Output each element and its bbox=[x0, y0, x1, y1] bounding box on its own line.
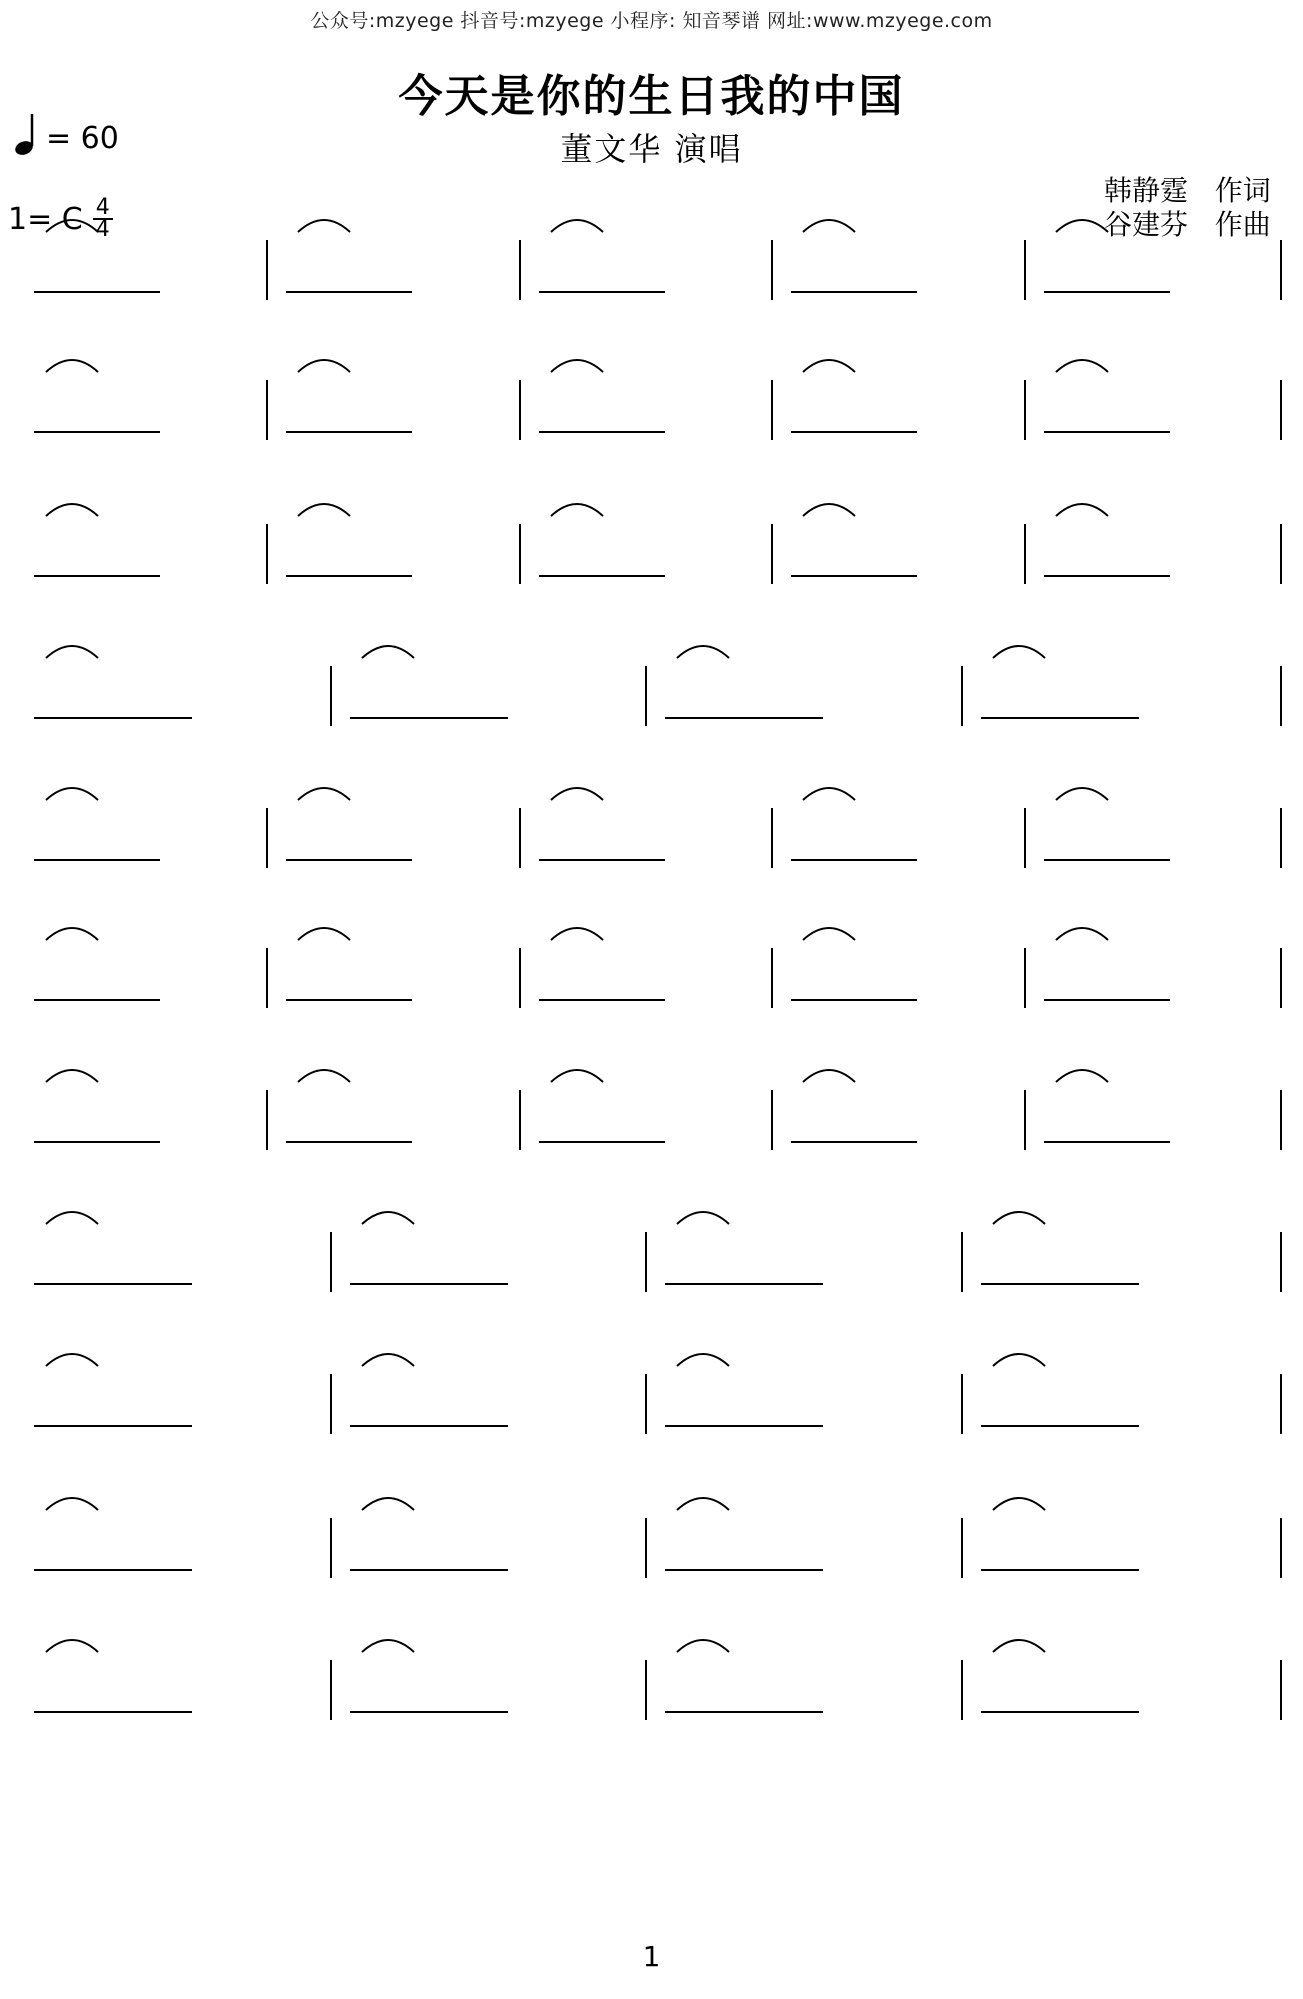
barline bbox=[645, 1232, 647, 1292]
slur-mark bbox=[547, 910, 607, 944]
barlines bbox=[20, 380, 1302, 440]
slur-mark bbox=[42, 1052, 102, 1086]
barline bbox=[519, 240, 521, 300]
score-line bbox=[20, 760, 1302, 910]
slur-mark bbox=[989, 1194, 1049, 1228]
barline-end bbox=[1280, 1518, 1282, 1578]
slur-mark bbox=[799, 1052, 859, 1086]
slur-mark bbox=[294, 770, 354, 804]
barline-end bbox=[1280, 948, 1282, 1008]
tempo-value: = 60 bbox=[46, 121, 119, 156]
score-line bbox=[20, 618, 1302, 768]
barline bbox=[519, 380, 521, 440]
barlines bbox=[20, 1232, 1302, 1292]
slur-mark bbox=[547, 486, 607, 520]
slur-mark bbox=[989, 628, 1049, 662]
slur-mark bbox=[42, 1622, 102, 1656]
barline bbox=[519, 1090, 521, 1150]
barline-end bbox=[1280, 1090, 1282, 1150]
barline bbox=[519, 524, 521, 584]
barline bbox=[1024, 240, 1026, 300]
barline bbox=[1024, 808, 1026, 868]
barline bbox=[961, 1518, 963, 1578]
slur-mark bbox=[358, 1480, 418, 1514]
performer-credit: 董文华 演唱 bbox=[560, 130, 743, 168]
score-line bbox=[20, 1470, 1302, 1620]
barline-end bbox=[1280, 666, 1282, 726]
slur-mark bbox=[1052, 770, 1112, 804]
slur-mark bbox=[1052, 342, 1112, 376]
slur-mark bbox=[42, 486, 102, 520]
barline bbox=[266, 1090, 268, 1150]
slur-mark bbox=[358, 1622, 418, 1656]
barline bbox=[266, 948, 268, 1008]
slur-mark bbox=[1052, 486, 1112, 520]
barlines bbox=[20, 1090, 1302, 1150]
barline bbox=[961, 1374, 963, 1434]
barline-end bbox=[1280, 380, 1282, 440]
slur-mark bbox=[42, 910, 102, 944]
slur-mark bbox=[799, 486, 859, 520]
slur-mark bbox=[294, 1052, 354, 1086]
score-line bbox=[20, 1184, 1302, 1334]
time-signature-top: 4 bbox=[95, 195, 110, 220]
barline bbox=[961, 1660, 963, 1720]
barline bbox=[266, 380, 268, 440]
score-line bbox=[20, 1612, 1302, 1762]
page-number: 1 bbox=[642, 1940, 661, 1973]
slur-mark bbox=[1052, 202, 1112, 236]
barlines bbox=[20, 1518, 1302, 1578]
slur-mark bbox=[42, 1194, 102, 1228]
slur-mark bbox=[42, 342, 102, 376]
barline bbox=[771, 524, 773, 584]
slur-mark bbox=[294, 342, 354, 376]
slur-mark bbox=[799, 342, 859, 376]
barline bbox=[266, 240, 268, 300]
quarter-note-icon bbox=[14, 112, 36, 156]
barline bbox=[771, 380, 773, 440]
barline-end bbox=[1280, 1660, 1282, 1720]
barlines bbox=[20, 948, 1302, 1008]
slur-mark bbox=[673, 628, 733, 662]
score-line bbox=[20, 900, 1302, 1050]
barline bbox=[330, 1374, 332, 1434]
slur-mark bbox=[42, 202, 102, 236]
lyricist-credit: 韩静霆 作词 bbox=[1104, 174, 1271, 207]
slur-mark bbox=[42, 1336, 102, 1370]
slur-mark bbox=[42, 628, 102, 662]
slur-mark bbox=[673, 1622, 733, 1656]
barline-end bbox=[1280, 1232, 1282, 1292]
slur-mark bbox=[1052, 910, 1112, 944]
barline bbox=[266, 808, 268, 868]
barline bbox=[519, 808, 521, 868]
slur-mark bbox=[799, 202, 859, 236]
site-banner: 公众号:mzyege 抖音号:mzyege 小程序: 知音琴谱 网址:www.mzyege.com bbox=[310, 10, 993, 32]
barline bbox=[961, 1232, 963, 1292]
barline bbox=[1024, 1090, 1026, 1150]
barline bbox=[645, 1374, 647, 1434]
song-title: 今天是你的生日我的中国 bbox=[398, 71, 905, 122]
barline bbox=[645, 1518, 647, 1578]
barlines bbox=[20, 240, 1302, 300]
tempo-marking bbox=[14, 112, 119, 156]
slur-mark bbox=[673, 1480, 733, 1514]
slur-mark bbox=[989, 1622, 1049, 1656]
barline bbox=[330, 1660, 332, 1720]
barline bbox=[266, 524, 268, 584]
slur-mark bbox=[799, 910, 859, 944]
barlines bbox=[20, 1374, 1302, 1434]
composer-credit: 谷建芬 作曲 bbox=[1104, 208, 1271, 241]
slur-mark bbox=[547, 770, 607, 804]
barline bbox=[961, 666, 963, 726]
barline bbox=[771, 240, 773, 300]
slur-mark bbox=[42, 1480, 102, 1514]
slur-mark bbox=[358, 1194, 418, 1228]
barline-end bbox=[1280, 240, 1282, 300]
slur-mark bbox=[673, 1336, 733, 1370]
barline bbox=[330, 666, 332, 726]
barline bbox=[519, 948, 521, 1008]
slur-mark bbox=[989, 1480, 1049, 1514]
score-line bbox=[20, 192, 1302, 342]
barline bbox=[771, 808, 773, 868]
key-label: 1= C bbox=[8, 201, 83, 237]
slur-mark bbox=[358, 1336, 418, 1370]
slur-mark bbox=[294, 910, 354, 944]
barlines bbox=[20, 666, 1302, 726]
slur-mark bbox=[547, 342, 607, 376]
slur-mark bbox=[547, 1052, 607, 1086]
barline-end bbox=[1280, 524, 1282, 584]
score-line bbox=[20, 332, 1302, 482]
barlines bbox=[20, 524, 1302, 584]
score-line bbox=[20, 1042, 1302, 1192]
score-line bbox=[20, 476, 1302, 626]
time-signature-bottom: 4 bbox=[95, 217, 110, 242]
barline bbox=[1024, 380, 1026, 440]
barline bbox=[771, 948, 773, 1008]
barline-end bbox=[1280, 1374, 1282, 1434]
slur-mark bbox=[294, 202, 354, 236]
slur-mark bbox=[989, 1336, 1049, 1370]
barlines bbox=[20, 808, 1302, 868]
slur-mark bbox=[42, 770, 102, 804]
slur-mark bbox=[673, 1194, 733, 1228]
slur-mark bbox=[799, 770, 859, 804]
barline bbox=[330, 1232, 332, 1292]
barline bbox=[1024, 948, 1026, 1008]
barline-end bbox=[1280, 808, 1282, 868]
barline bbox=[645, 666, 647, 726]
slur-mark bbox=[358, 628, 418, 662]
score-line bbox=[20, 1326, 1302, 1476]
barline bbox=[1024, 524, 1026, 584]
barline bbox=[645, 1660, 647, 1720]
slur-mark bbox=[547, 202, 607, 236]
slur-mark bbox=[1052, 1052, 1112, 1086]
barlines bbox=[20, 1660, 1302, 1720]
barline bbox=[330, 1518, 332, 1578]
barline bbox=[771, 1090, 773, 1150]
slur-mark bbox=[294, 486, 354, 520]
